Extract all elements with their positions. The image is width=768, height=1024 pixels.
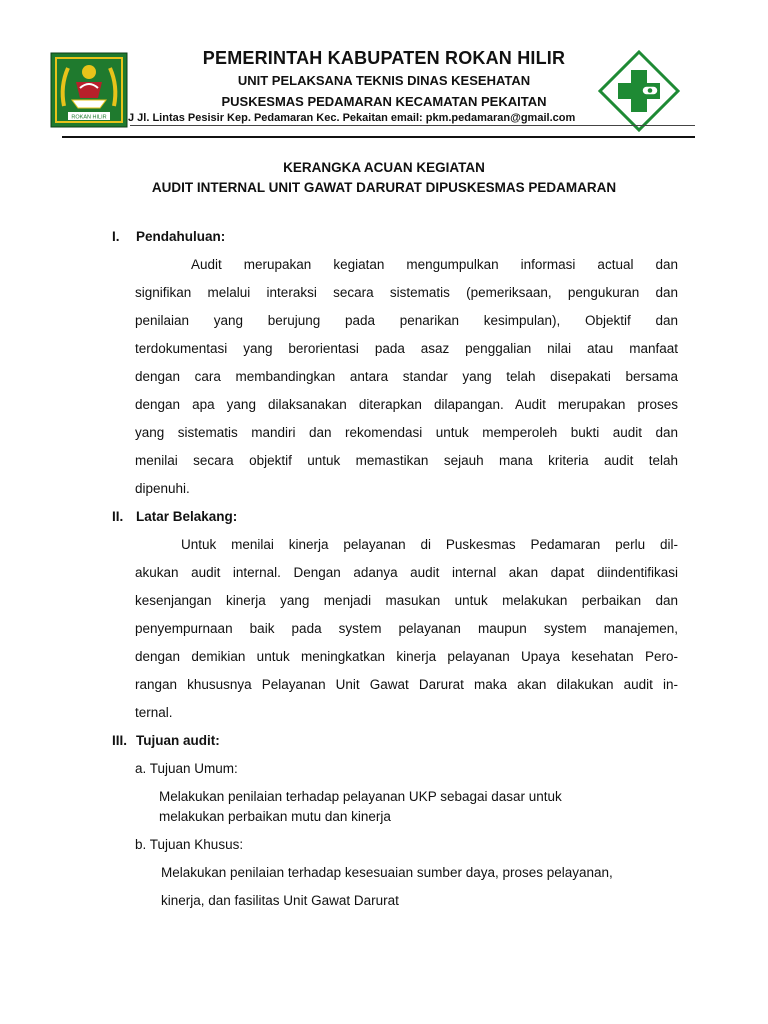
paragraph-line: ternal. — [135, 705, 173, 720]
paragraph-line: dengan apa yang dilaksanakan diterapkan dilapangan. Audit merupakan proses — [135, 397, 678, 412]
letterhead-divider-thick — [62, 136, 695, 138]
paragraph-line: menilai secara objektif untuk memastikan sejauh mana kriteria audit telah — [135, 453, 678, 468]
section-title: Pendahuluan: — [136, 229, 226, 244]
paragraph-line: Audit merupakan kegiatan mengumpulkan informasi actual dan — [191, 257, 678, 272]
paragraph-line: kesenjangan kinerja yang menjadi masukan untuk melakukan perbaikan dan — [135, 593, 678, 608]
paragraph-line: kinerja, dan fasilitas Unit Gawat Darurat — [161, 893, 399, 908]
section-heading-pendahuluan — [112, 229, 225, 244]
emblem-lettering: ROKAN HILIR — [71, 114, 107, 121]
paragraph-line: penyempurnaan baik pada system pelayanan maupun system manajemen, — [135, 621, 678, 636]
letterhead-divider-thin — [130, 125, 695, 126]
letterhead-unit: UNIT PELAKSANA TEKNIS DINAS KESEHATAN — [237, 73, 531, 88]
paragraph-line: terdokumentasi yang berorientasi pada asaz penggalian nilai atau manfaat — [135, 341, 678, 356]
paragraph-line: dipenuhi. — [135, 481, 190, 496]
paragraph-line: dengan cara membandingkan antara standar yang telah disepakati bersama — [135, 369, 678, 384]
sub-heading-tujuan-khusus: b. Tujuan Khusus: — [135, 837, 244, 852]
paragraph-line: signifikan melalui interaksi secara sistematis (pemeriksaan, pengukuran dan — [135, 285, 678, 300]
sub-heading-tujuan-umum: a. Tujuan Umum: — [135, 761, 238, 776]
paragraph-line: yang sistematis mandiri dan rekomendasi untuk memperoleh bukti audit dan — [135, 425, 678, 440]
paragraph-line: Untuk menilai kinerja pelayanan di Puskesmas Pedamaran perlu dil- — [181, 537, 678, 552]
section-number: II. — [112, 509, 124, 524]
section-heading-tujuan-audit — [112, 733, 220, 748]
paragraph-line: dengan demikian untuk meningkatkan kinerja pelayanan Upaya kesehatan Pero- — [135, 649, 678, 664]
letterhead-puskesmas: PUSKESMAS PEDAMARAN KECAMATAN PEKAITAN — [221, 94, 547, 109]
section-title: Tujuan audit: — [136, 733, 220, 748]
section-title: Latar Belakang: — [136, 509, 238, 524]
paragraph-line: melakukan perbaikan mutu dan kinerja — [159, 809, 391, 824]
paragraph-line: Melakukan penilaian terhadap pelayanan UKP sebagai dasar untuk — [159, 789, 562, 804]
section-number: I. — [112, 229, 120, 244]
document-title: KERANGKA ACUAN KEGIATAN — [283, 160, 485, 175]
letterhead-title: PEMERINTAH KABUPATEN ROKAN HILIR — [202, 48, 566, 68]
document-subtitle: AUDIT INTERNAL UNIT GAWAT DARURAT DIPUSKESMAS PEDAMARAN — [151, 180, 617, 195]
paragraph-line: rangan khususnya Pelayanan Unit Gawat Darurat maka akan dilakukan audit in- — [135, 677, 678, 692]
section-number: III. — [112, 733, 128, 748]
paragraph-line: penilaian yang berujung pada penarikan kesimpulan), Objektif dan — [135, 313, 678, 328]
paragraph-line: akukan audit internal. Dengan adanya audit internal akan dapat diindentifikasi — [135, 565, 678, 580]
letterhead-address: J Jl. Lintas Pesisir Kep. Pedamaran Kec. Pekaitan email: pkm.pedamaran@gmail.com — [128, 112, 576, 124]
paragraph-line: Melakukan penilaian terhadap kesesuaian sumber daya, proses pelayanan, — [161, 865, 613, 880]
section-heading-latar-belakang — [112, 509, 237, 524]
